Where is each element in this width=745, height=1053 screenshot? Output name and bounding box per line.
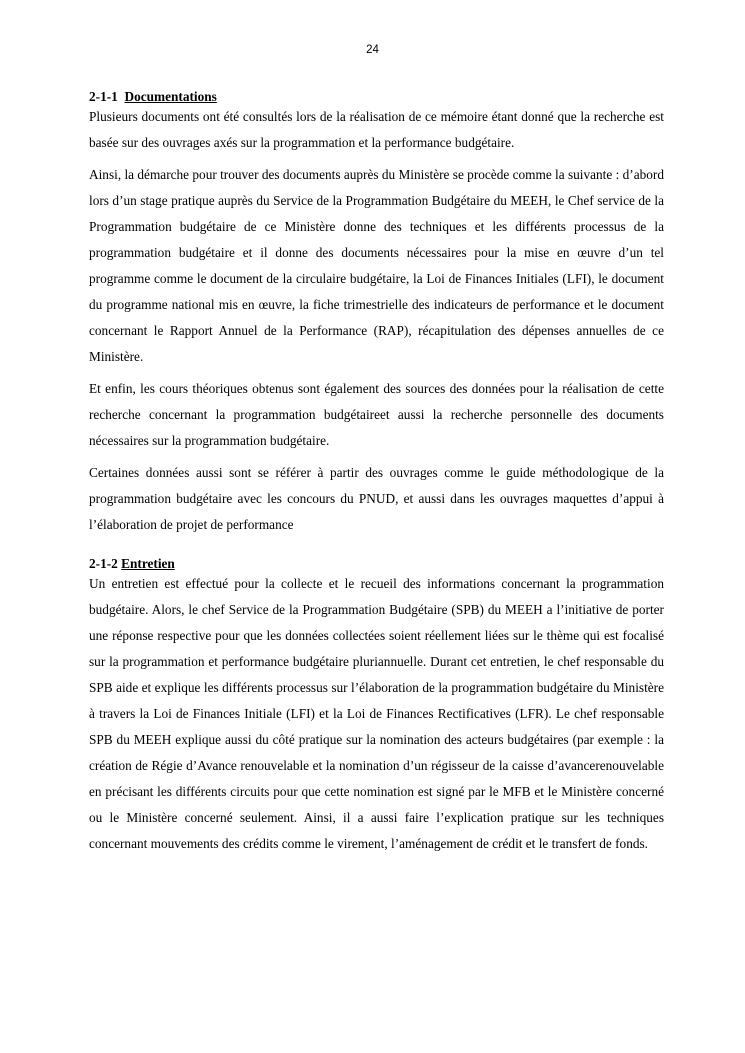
paragraph: Un entretien est effectué pour la collecte et le recueil des informations concernant la programmation budgétaire. Alors, le chef Service de la Programmation Budgétaire (SPB) du MEEH a l’initiative de porter une réponse respective pour que les données collectées soient réellement liées sur le thème qui est focalisé sur la programmation et performance budgétaire pluriannuelle. Durant cet entretien, le chef responsable du SPB aide et explique les différents processus sur l’élaboration de la programmation budgétaire du Ministère à travers la Loi de Finances Initiale (LFI) et la Loi de Finances Rectificatives (LFR). Le chef responsable SPB du MEEH explique aussi du côté pratique sur la nomination des acteurs budgétaires (par exemple : la création de Régie d’Avance renouvelable et la nomination d’un régisseur de la caisse d’avancerenouvelable en précisant les différents circuits pour que cette nomination est signé par le MFB et le Ministère concerné ou le Ministère concerné seulement. Ainsi, il a aussi faire l’explication pratique sur les techniques concernant mouvements des crédits comme le virement, l’aménagement de crédit et le transfert de fonds. bbox=[89, 576, 664, 851]
paragraph: Ainsi, la démarche pour trouver des documents auprès du Ministère se procède comme la suivante : d’abord lors d’un stage pratique auprès du Service de la Programmation Budgétaire du MEEH, le Chef service de la Programmation budgétaire de ce Ministère donne des techniques et les différents processus de la programmation budgétaire et il donne des documents nécessaires pour la mise en œuvre d’un tel programme comme le document de la circulaire budgétaire, la Loi de Finances Initiales (LFI), le document du programme national mis en œuvre, la fiche trimestrielle des indicateurs de performance et le document concernant le Rapport Annuel de la Performance (RAP), récapitulation des dépenses annuelles de ce Ministère. bbox=[89, 167, 664, 364]
paragraph: Certaines données aussi sont se référer à partir des ouvrages comme le guide méthodologique de la programmation budgétaire avec les concours du PNUD, et aussi dans les ouvrages maquettes d’appui à l’élaboration de projet de performance bbox=[89, 465, 664, 532]
page-number: 24 bbox=[366, 44, 379, 56]
paragraph: Et enfin, les cours théoriques obtenus sont également des sources des données pour la réalisation de cette recherche concernant la programmation budgétaireet aussi la recherche personnelle des documents nécessaires sur la programmation budgétaire. bbox=[89, 381, 664, 448]
document-body bbox=[89, 88, 664, 857]
section-title: Documentations bbox=[124, 89, 217, 104]
section-number: 2-1-2 bbox=[89, 556, 118, 571]
section-title: Entretien bbox=[121, 556, 175, 571]
paragraph: Plusieurs documents ont été consultés lors de la réalisation de ce mémoire étant donné que la recherche est basée sur des ouvrages axés sur la programmation et la performance budgétaire. bbox=[89, 109, 664, 150]
section-number: 2-1-1 bbox=[89, 89, 118, 104]
